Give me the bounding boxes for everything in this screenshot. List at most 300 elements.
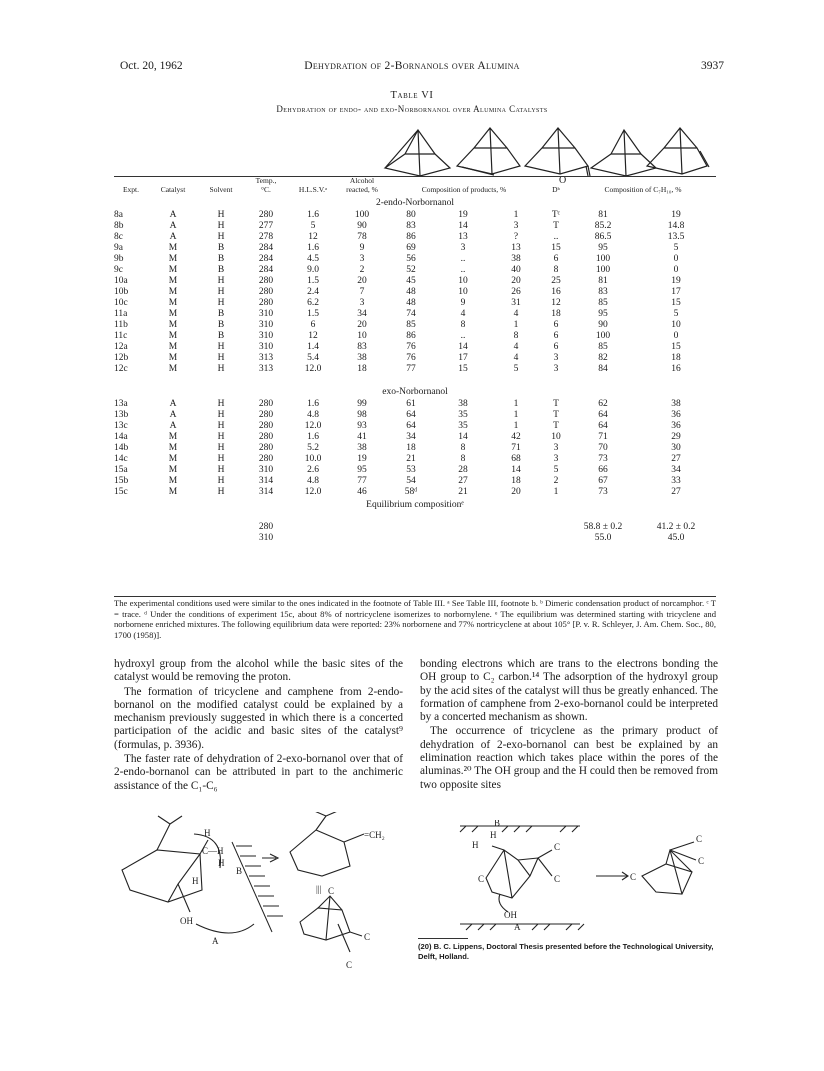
camphene-mechanism-scheme — [112, 812, 412, 972]
table-row — [114, 487, 716, 498]
table-cell: 15a — [114, 465, 128, 475]
table-cell: 11b — [114, 320, 128, 330]
table-cell: 2.6 — [307, 465, 319, 475]
table-cell: M — [168, 443, 178, 453]
table-cell: 34 — [406, 432, 416, 442]
table-cell: 36 — [671, 421, 681, 431]
table-cell: 6.2 — [307, 298, 319, 308]
table-cell: 18 — [551, 309, 561, 319]
table-cell: H — [217, 487, 225, 497]
table-cell: 17 — [458, 353, 468, 363]
table-cell: 1 — [553, 487, 559, 497]
table-row — [114, 342, 716, 353]
table-cell: 11a — [114, 309, 128, 319]
table-cell: 26 — [511, 287, 521, 297]
table-cell: 10b — [114, 287, 129, 297]
table-cell: 86.5 — [594, 232, 612, 242]
table-cell: 4 — [513, 353, 519, 363]
product-c-a: C — [696, 834, 703, 844]
table-cell: 64 — [598, 410, 608, 420]
table-cell: 86 — [406, 331, 416, 341]
table-row — [114, 454, 716, 465]
table-cell: 54 — [406, 476, 416, 486]
table-cell: 1 — [513, 410, 519, 420]
table-cell: 4.5 — [307, 254, 319, 264]
table-row — [114, 353, 716, 364]
table-cell: 5 — [513, 364, 519, 374]
table-cell: 81 — [598, 210, 608, 220]
table-cell: 15 — [458, 364, 468, 374]
col-alcohol-line1: Alcohol — [349, 176, 375, 185]
table-cell: 99 — [357, 399, 367, 409]
table-cell: 280 — [258, 210, 274, 220]
table-cell: 12 — [308, 331, 318, 341]
table-cell: 3 — [359, 254, 365, 264]
table-cell: 19 — [357, 454, 367, 464]
table-cell: 3 — [553, 364, 559, 374]
table-cell: 16 — [671, 364, 681, 374]
table-cell: H — [217, 210, 225, 220]
table-cell: 1 — [513, 210, 519, 220]
table-cell: H — [217, 342, 225, 352]
table-cell: T — [553, 221, 559, 231]
scheme-a: A — [212, 936, 219, 946]
col-c7h10: Composition of C₇H₁₀, % — [604, 185, 682, 194]
table-cell: 95 — [598, 243, 608, 253]
table-cell: 74 — [406, 309, 416, 319]
table-cell: 77 — [357, 476, 367, 486]
table-cell: 21 — [458, 487, 468, 497]
table-cell: 61 — [406, 399, 416, 409]
eq-temp: 310 — [258, 533, 274, 543]
table-cell: 8c — [114, 232, 123, 242]
table-cell: H — [217, 287, 225, 297]
table-row — [114, 254, 716, 265]
table-row — [114, 421, 716, 432]
table-cell: 10 — [551, 432, 561, 442]
table-cell: 1 — [513, 421, 519, 431]
table-cell: 69 — [406, 243, 416, 253]
table-cell: M — [168, 353, 178, 363]
table-cell: 45 — [406, 276, 416, 286]
table-cell: 2.4 — [307, 287, 319, 297]
table-cell: 38 — [511, 254, 521, 264]
table-cell: 313 — [258, 364, 274, 374]
table-cell: 12.0 — [304, 364, 322, 374]
scheme-oh: OH — [504, 910, 517, 920]
table-cell: 8b — [114, 221, 124, 231]
table-cell: 31 — [511, 298, 521, 308]
product-c-left: C — [630, 872, 637, 882]
table-cell: 1.6 — [307, 210, 319, 220]
table-cell: 13 — [458, 232, 468, 242]
table-cell: 48 — [406, 287, 416, 297]
table-cell: 5.4 — [307, 353, 319, 363]
table-cell: 1.6 — [307, 243, 319, 253]
table-cell: H — [217, 221, 225, 231]
table-cell: 34 — [357, 309, 367, 319]
table-cell: 8 — [460, 454, 466, 464]
table-cell: 100 — [595, 254, 611, 264]
table-cell: A — [169, 232, 177, 242]
table-cell: H — [217, 232, 225, 242]
table-cell: M — [168, 309, 178, 319]
table-cell: 29 — [671, 432, 681, 442]
table-row — [114, 265, 716, 276]
table-cell: 93 — [357, 421, 367, 431]
table-cell: 46 — [357, 487, 367, 497]
table-cell: 4 — [460, 309, 466, 319]
col-hlsv: H.L.S.V.ᵃ — [298, 185, 328, 194]
table-cell: H — [217, 276, 225, 286]
table-cell: 18 — [406, 443, 416, 453]
table-cell: M — [168, 254, 178, 264]
table-cell: 15 — [551, 243, 561, 253]
table-cell: 19 — [671, 210, 681, 220]
data-table — [114, 176, 716, 544]
table-cell: 14 — [458, 221, 468, 231]
table-cell: 86 — [406, 232, 416, 242]
table-cell: H — [217, 353, 225, 363]
scheme-h-left: H — [192, 876, 199, 886]
carbonyl-o-label: O — [559, 175, 567, 186]
table-cell: 9 — [359, 243, 365, 253]
table-cell: H — [217, 465, 225, 475]
tricyclene-mechanism-scheme — [456, 820, 716, 938]
table-cell: 280 — [258, 287, 274, 297]
table-cell: 35 — [458, 410, 468, 420]
table-cell: 41 — [357, 432, 367, 442]
table-cell: Tᶜ — [551, 210, 561, 220]
table-cell: 13b — [114, 410, 129, 420]
table-cell: 14 — [458, 432, 468, 442]
paragraph: The faster rate of dehydration of 2-exo-bornanol over that of 2-endo-bornanol can be attributed in part to the anchimeric assistance of the C₁-C₆ — [114, 753, 403, 792]
table-cell: M — [168, 487, 178, 497]
table-cell: 284 — [258, 265, 274, 275]
running-header-date: Oct. 20, 1962 — [120, 60, 183, 72]
table-cell: H — [217, 410, 225, 420]
table-cell: M — [168, 320, 178, 330]
table-cell: 284 — [258, 254, 274, 264]
table-cell: 66 — [598, 465, 608, 475]
table-cell: .. — [553, 232, 559, 242]
table-cell: 28 — [458, 465, 468, 475]
table-cell: 12.0 — [304, 421, 322, 431]
table-cell: 53 — [406, 465, 416, 475]
table-cell: 280 — [258, 432, 274, 442]
norbornene-structure-2 — [647, 128, 709, 174]
paragraph: The formation of tricyclene and camphene from 2-endo-bornanol on the modified catalyst could be explained by a mechanism previously suggested in which there is a concerted participation of the acidic and basic sites of the catalyst⁹ (formulas, p. 3936). — [114, 685, 403, 751]
table-cell: 8 — [460, 443, 466, 453]
table-cell: T — [553, 421, 559, 431]
col-catalyst: Catalyst — [160, 185, 186, 194]
reference-rule — [418, 938, 468, 939]
table-cell: M — [168, 465, 178, 475]
scheme-c-h: C—H — [202, 846, 224, 856]
table-cell: 8 — [460, 320, 466, 330]
col-d: Dᵇ — [552, 185, 560, 194]
col-temp-line2: °C. — [261, 185, 271, 194]
table-cell: 85 — [598, 342, 608, 352]
table-row — [114, 443, 716, 454]
table-cell: 284 — [258, 243, 274, 253]
table-cell: 14c — [114, 454, 128, 464]
table-cell: 0 — [673, 331, 679, 341]
section-endo — [114, 196, 716, 210]
table-cell: 85 — [598, 298, 608, 308]
table-cell: 20 — [511, 276, 521, 286]
table-cell: 277 — [258, 221, 274, 231]
table-cell: 4.8 — [307, 476, 319, 486]
col-temp — [244, 176, 288, 196]
table-row — [114, 309, 716, 320]
col-alcohol — [338, 176, 386, 196]
table-cell: 10 — [671, 320, 681, 330]
table-cell: A — [169, 210, 177, 220]
table-cell: 3 — [513, 221, 519, 231]
scheme-c1: C — [328, 886, 335, 896]
table-cell: 100 — [595, 265, 611, 275]
col-composition: Composition of products, % — [421, 185, 507, 194]
table-label: Table VI — [390, 90, 434, 101]
table-cell: 73 — [598, 454, 608, 464]
table-cell: 12b — [114, 353, 129, 363]
table-cell: 310 — [258, 309, 274, 319]
scheme-a-label: A — [514, 922, 521, 932]
table-cell: 38 — [357, 443, 367, 453]
table-cell: H — [217, 443, 225, 453]
table-cell: 95 — [357, 465, 367, 475]
scheme-c3: C — [346, 960, 353, 970]
table-header-row — [114, 176, 716, 196]
scheme-c-a: C — [554, 842, 561, 852]
table-cell: .. — [460, 331, 466, 341]
table-row — [114, 465, 716, 476]
table-cell: 6 — [553, 320, 559, 330]
table-cell: 3 — [553, 454, 559, 464]
table-row — [114, 232, 716, 243]
scheme-h2: H — [490, 830, 497, 840]
table-cell: 17 — [671, 287, 681, 297]
norbornene-structure — [457, 128, 520, 175]
table-cell: 27 — [671, 487, 681, 497]
table-cell: 27 — [458, 476, 468, 486]
table-cell: 10 — [458, 287, 468, 297]
table-row — [114, 410, 716, 421]
norbornane-structures — [380, 118, 710, 184]
table-cell: A — [169, 399, 177, 409]
table-row — [114, 399, 716, 410]
eq-value-a: 58.8 ± 0.2 — [583, 522, 623, 532]
table-cell: 62 — [598, 399, 608, 409]
scheme-c-left: C — [478, 874, 485, 884]
table-cell: 1.5 — [307, 276, 319, 286]
table-cell: 21 — [406, 454, 416, 464]
table-cell: 11c — [114, 331, 128, 341]
paragraph: The occurrence of tricyclene as the primary product of dehydration of 2-exo-bornanol can best be explained by an elimination reaction which takes place within the pores of the aluminas.²⁰ The OH group and the H could then be removed from two opposite sites — [420, 725, 718, 791]
table-cell: 6 — [553, 331, 559, 341]
table-cell: 38 — [671, 399, 681, 409]
paragraph: bonding electrons which are trans to the electrons bonding the OH group to C₂ carbon.¹⁴ The adsorption of the hydroxyl group by the acid sites of the catalyst will thus be greatly enhanced. The formation of camphene from 2-exo-bornanol could be interpreted by a concerted mechanism as shown. — [420, 658, 718, 724]
table-cell: 38 — [458, 399, 468, 409]
table-cell: 58ᵈ — [404, 487, 418, 497]
table-cell: M — [168, 454, 178, 464]
table-row — [114, 221, 716, 232]
table-cell: 12c — [114, 364, 128, 374]
table-cell: 85.2 — [594, 221, 612, 231]
table-row — [114, 210, 716, 221]
table-cell: 6 — [310, 320, 316, 330]
table-cell: 1.5 — [307, 309, 319, 319]
table-cell: 82 — [598, 353, 608, 363]
scheme-oh: OH — [180, 916, 193, 926]
table-cell: 13c — [114, 421, 128, 431]
table-cell: 18 — [511, 476, 521, 486]
table-cell: 83 — [357, 342, 367, 352]
col-temp-line1: Temp., — [255, 176, 277, 185]
table-cell: 313 — [258, 353, 274, 363]
table-cell: 20 — [357, 276, 367, 286]
table-row — [114, 476, 716, 487]
table-cell: 5 — [310, 221, 316, 231]
table-cell: 18 — [357, 364, 367, 374]
table-cell: 40 — [511, 265, 521, 275]
table-row — [114, 320, 716, 331]
table-cell: 1.4 — [307, 342, 319, 352]
table-cell: 34 — [671, 465, 681, 475]
table-cell: 314 — [258, 476, 274, 486]
table-cell: B — [217, 243, 225, 253]
table-cell: B — [217, 265, 225, 275]
table-cell: 9b — [114, 254, 124, 264]
table-cell: 1 — [513, 399, 519, 409]
table-cell: 280 — [258, 410, 274, 420]
table-cell: 15 — [671, 342, 681, 352]
table-cell: 6 — [553, 342, 559, 352]
table-cell: 314 — [258, 487, 274, 497]
table-cell: M — [168, 432, 178, 442]
table-cell: 18 — [671, 353, 681, 363]
table-cell: 20 — [511, 487, 521, 497]
table-cell: 6 — [553, 254, 559, 264]
table-cell: M — [168, 476, 178, 486]
table-cell: H — [217, 432, 225, 442]
table-cell: 76 — [406, 342, 416, 352]
table-cell: 84 — [598, 364, 608, 374]
table-cell: 9c — [114, 265, 123, 275]
table-row — [114, 298, 716, 309]
scheme-h1: H — [472, 840, 479, 850]
table-cell: 5 — [673, 309, 679, 319]
col-alcohol-line2: reacted, % — [346, 185, 378, 194]
table-cell: 64 — [406, 410, 416, 420]
table-row — [114, 276, 716, 287]
table-cell: 280 — [258, 298, 274, 308]
table-cell: 70 — [598, 443, 608, 453]
table-cell: 15 — [671, 298, 681, 308]
reference-20: (20) B. C. Lippens, Doctoral Thesis presented before the Technological University, Delft, Holland. — [418, 942, 714, 961]
table-cell: 8 — [553, 265, 559, 275]
left-column — [114, 658, 403, 794]
table-cell: 16 — [551, 287, 561, 297]
table-row — [114, 287, 716, 298]
table-cell: 64 — [406, 421, 416, 431]
table-cell: 25 — [551, 276, 561, 286]
table-cell: 2 — [553, 476, 559, 486]
table-cell: 5 — [673, 243, 679, 253]
scheme-equiv: ||| — [316, 884, 322, 894]
table-cell: 13a — [114, 399, 128, 409]
table-cell: 278 — [258, 232, 274, 242]
table-cell: 33 — [671, 476, 681, 486]
table-cell: 100 — [595, 331, 611, 341]
table-cell: 90 — [357, 221, 367, 231]
table-cell: A — [169, 421, 177, 431]
table-cell: 310 — [258, 320, 274, 330]
table-cell: 3 — [460, 243, 466, 253]
table-cell: 38 — [357, 353, 367, 363]
table-cell: M — [168, 364, 178, 374]
scheme-h-mid: H — [218, 858, 225, 868]
table-cell: 10c — [114, 298, 128, 308]
table-cell: 20 — [357, 320, 367, 330]
table-cell: 3 — [553, 443, 559, 453]
table-cell: 280 — [258, 276, 274, 286]
scheme-c2: C — [364, 932, 371, 942]
table-cell: B — [217, 331, 225, 341]
table-cell: 12.0 — [304, 487, 322, 497]
table-cell: 83 — [598, 287, 608, 297]
table-cell: 42 — [511, 432, 521, 442]
table-cell: 12 — [551, 298, 561, 308]
table-cell: 1 — [513, 320, 519, 330]
table-cell: 85 — [406, 320, 416, 330]
table-cell: 280 — [258, 399, 274, 409]
table-row — [114, 243, 716, 254]
table-footnote: The experimental conditions used were similar to the ones indicated in the footnote of Table III. ᵃ See Table III, footnote b. ᵇ Dimeric condensation product of norcamphor. ᶜ T = trace. ᵈ Under the conditions of experiment 15c, about 8% of nortricyclene isomerizes to norbornylene. ᵉ The equilibrium was determined starting with tricyclene and norbornene enriched mixtures. The following equilibrium data were reported: 23% norbornene and 77% nortricyclene at about 105° [P. v. R. Schleyer, J. Am. Chem. Soc., 80, 1700 (1958)]. — [114, 598, 716, 640]
table-cell: 14 — [458, 342, 468, 352]
table-cell: .. — [460, 265, 466, 275]
table-cell: 15b — [114, 476, 129, 486]
col-solvent: Solvent — [209, 185, 233, 194]
table-cell: 12 — [308, 232, 318, 242]
table-row — [114, 331, 716, 342]
section-endo-label: 2-endo-Norbornanol — [375, 198, 455, 208]
table-cell: 14a — [114, 432, 128, 442]
table-cell: 71 — [511, 443, 521, 453]
table-cell: 14 — [511, 465, 521, 475]
table-cell: 4 — [513, 342, 519, 352]
table-cell: 280 — [258, 421, 274, 431]
table-cell: 100 — [354, 210, 370, 220]
table-cell: 14b — [114, 443, 129, 453]
table-cell: 9 — [460, 298, 466, 308]
table-cell: M — [168, 276, 178, 286]
table-cell: ? — [513, 232, 519, 242]
table-cell: 80 — [406, 210, 416, 220]
page-number: 3937 — [701, 60, 724, 72]
table-cell: 67 — [598, 476, 608, 486]
table-cell: M — [168, 331, 178, 341]
table-cell: M — [168, 342, 178, 352]
table-cell: 64 — [598, 421, 608, 431]
table-cell: 5.2 — [307, 443, 319, 453]
table-cell: 10.0 — [304, 454, 322, 464]
section-exo-label: exo-Norbornanol — [382, 387, 448, 397]
table-cell: 76 — [406, 353, 416, 363]
table-cell: 77 — [406, 364, 416, 374]
section-equilibrium — [114, 498, 716, 512]
